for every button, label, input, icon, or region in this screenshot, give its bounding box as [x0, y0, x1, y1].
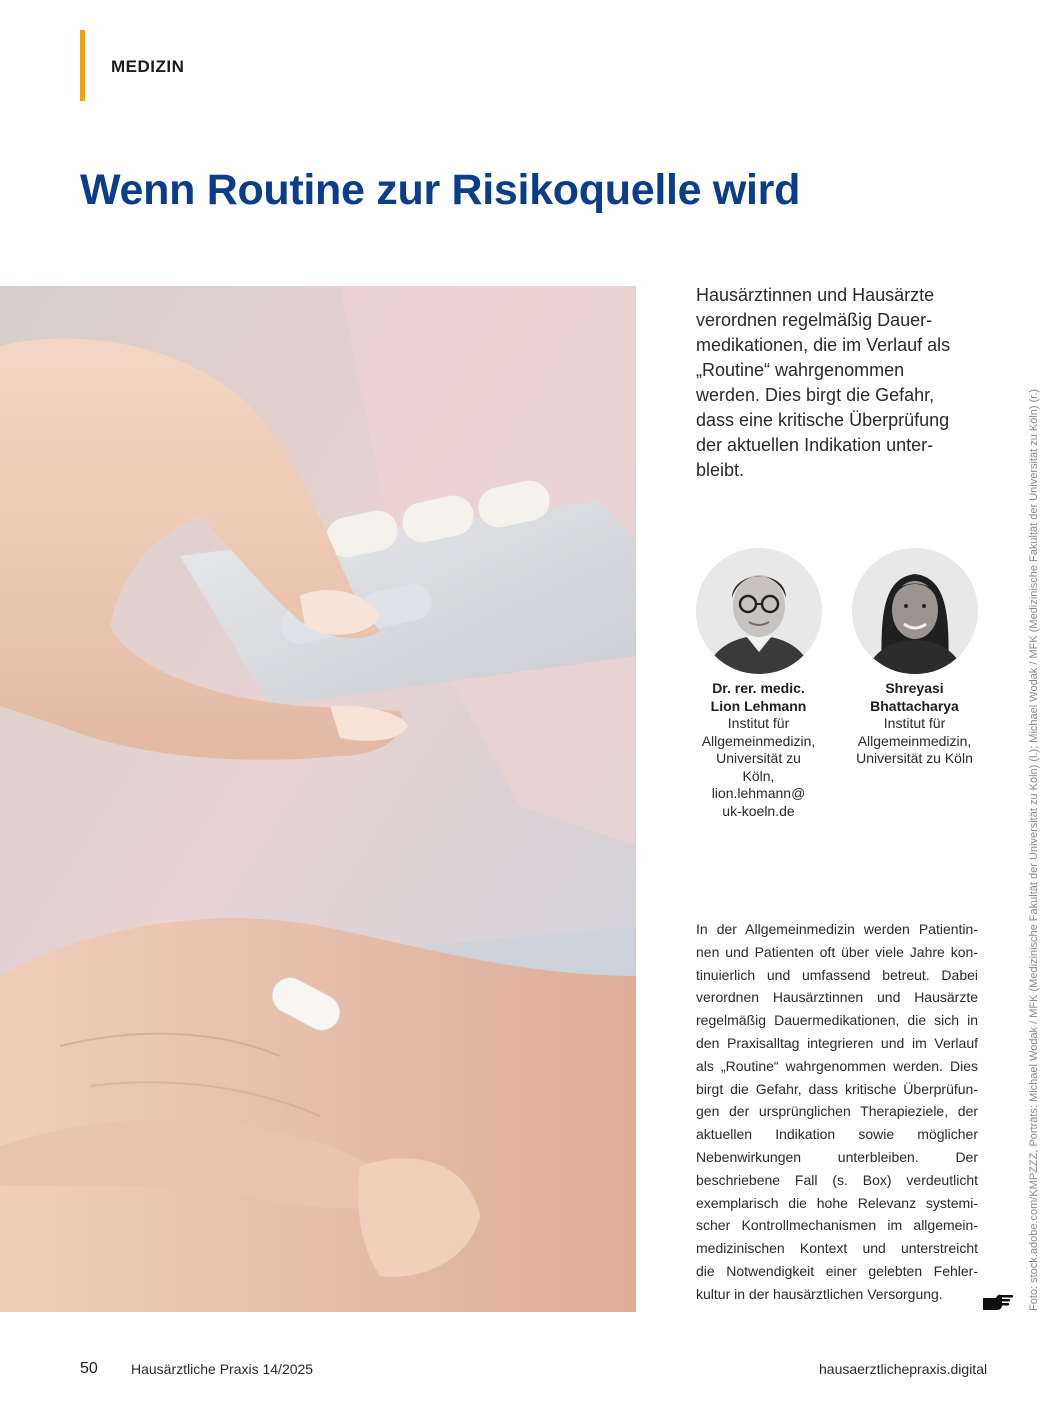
author-portrait: [696, 548, 822, 674]
author-affiliation: [849, 715, 980, 768]
affiliation-line: Allgemeinmedizin,: [701, 732, 816, 749]
lead-line: verordnen regelmäßig Dauer-: [696, 310, 933, 330]
body-line: kultur in der hausärztlichen Versorgung.: [696, 1285, 943, 1302]
affiliation-line: Universität zu Köln: [856, 750, 973, 766]
author-name: [693, 680, 824, 715]
body-line: regelmäßig Dauermedikationen, die sich in: [696, 1012, 978, 1029]
author-name: [849, 680, 980, 715]
lead-line: medikationen, die im Verlauf als: [696, 335, 951, 355]
body-line: medizinischen Kontext und unterstreicht: [696, 1240, 978, 1257]
body-line: aktuellen Indikation sowie möglicher: [696, 1126, 978, 1143]
affiliation-line: Köln,: [742, 767, 775, 784]
website-link[interactable]: hausaerztlichepraxis.digital: [819, 1361, 988, 1377]
lead-line: der aktuellen Indikation unter-: [696, 435, 934, 455]
section-label: MEDIZIN: [111, 57, 185, 76]
author-name-line: Dr. rer. medic.: [712, 680, 805, 696]
body-line: birgt die Gefahr, dass kritische Überprüfun-: [696, 1080, 978, 1097]
lead-line: Hausärztinnen und Hausärzte: [696, 285, 935, 305]
lead-line: bleibt.: [696, 460, 745, 480]
body-line: verordnen Hausärztinnen und Hausärzte: [696, 989, 978, 1006]
pointing-hand-icon[interactable]: [982, 1293, 1014, 1311]
body-line: tinuierlich und umfassend betreut. Dabei: [696, 966, 978, 983]
author-email-line[interactable]: lion.lehmann@: [711, 785, 806, 801]
author-affiliation: [693, 715, 824, 820]
journal-name: Hausärztliche Praxis 14/2025: [131, 1361, 314, 1377]
page-number: 50: [80, 1360, 98, 1377]
body-line: In der Allgemeinmedizin werden Patientin-: [696, 921, 978, 937]
author-portrait: [852, 548, 978, 674]
article-headline: Wenn Routine zur Risikoquelle wird: [80, 166, 801, 214]
lead-line: dass eine kritische Überprüfung: [696, 410, 950, 430]
section-accent-bar: [80, 30, 85, 101]
body-line: die Notwendigkeit einer gelebten Fehler-: [696, 1262, 978, 1279]
body-line: scher Kontrollmechanismen im allgemein-: [696, 1217, 978, 1234]
author-name-line: Shreyasi: [885, 680, 944, 696]
body-paragraph: [696, 918, 978, 1306]
body-line: nen und Patienten oft über viele Jahre kon-: [696, 943, 978, 960]
author-name-line: Lion Lehmann: [710, 697, 807, 714]
affiliation-line: Institut für: [883, 715, 946, 731]
body-line: Nebenwirkungen unterbleiben. Der: [696, 1148, 978, 1165]
body-line: exemplarisch die hohe Relevanz systemi-: [696, 1194, 978, 1211]
author-name-line: Bhattacharya: [870, 697, 959, 714]
lead-line: werden. Dies birgt die Gefahr,: [696, 385, 935, 405]
body-line: gen der ursprünglichen Therapieziele, der: [696, 1103, 978, 1120]
body-line: beschriebene Fall (s. Box) verdeutlicht: [696, 1171, 978, 1188]
affiliation-line: Institut für: [727, 715, 790, 731]
author-email-line[interactable]: uk-koeln.de: [722, 802, 795, 819]
photo-credit: Foto: stock.adobe.com/KMPZZZ, Porträts: Michael Wodak / MFK (Medizinische Fakultät der Universität zu Köln) (l.); Michael Wodak / MFK (Medizinische Fakultät der Universität zu Köln) (r.): [1028, 388, 1040, 1311]
affiliation-line: Allgemeinmedizin,: [857, 732, 972, 749]
body-line: den Praxisalltag integrieren und im Verlauf: [696, 1034, 978, 1051]
affiliation-line: Universität zu: [716, 750, 801, 766]
lead-line: „Routine“ wahrgenommen: [696, 360, 905, 380]
body-line: als „Routine“ wahrgenommen werden. Dies: [696, 1057, 978, 1074]
lead-paragraph: [696, 283, 966, 483]
author-card-lehmann: [693, 548, 824, 820]
hero-photo: [0, 286, 636, 1312]
author-card-bhattacharya: [849, 548, 980, 768]
